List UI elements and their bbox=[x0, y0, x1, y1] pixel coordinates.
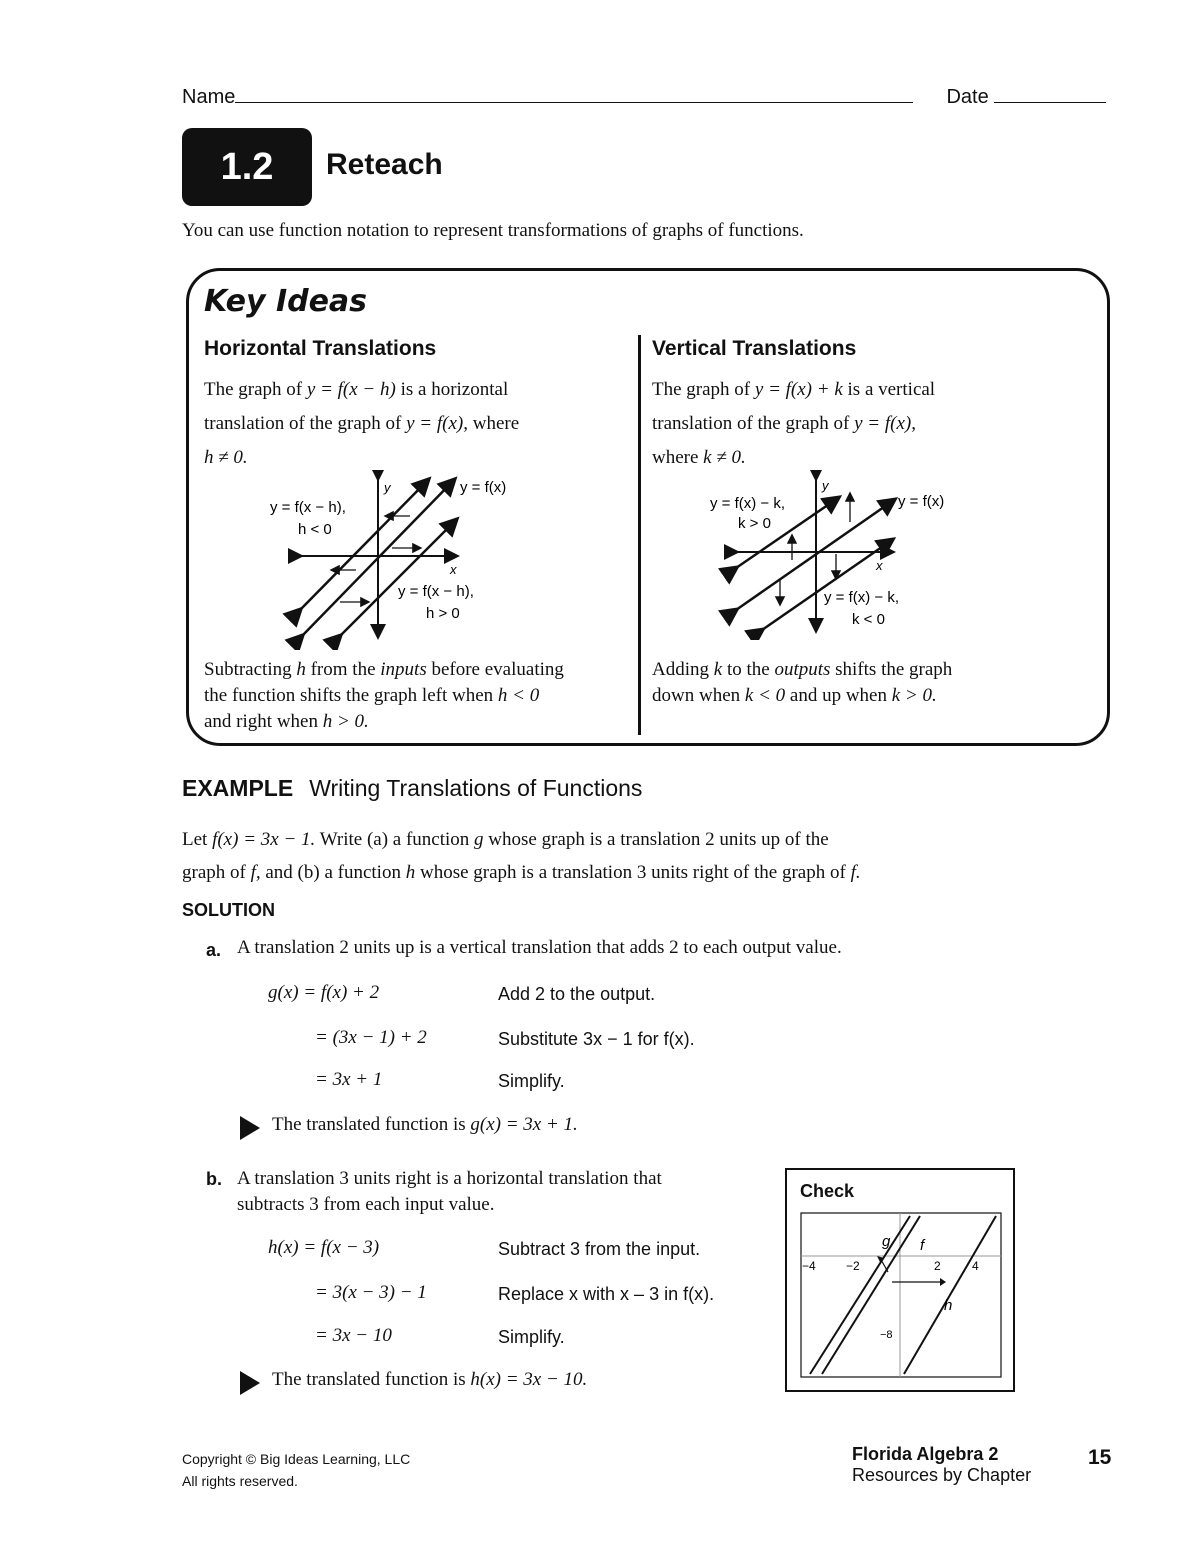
part-b-step-2: = 3(x − 3) − 1 bbox=[315, 1282, 427, 1303]
part-a-step-1: g(x) = f(x) + 2 bbox=[268, 982, 380, 1003]
intro-text: You can use function notation to represent transformations of graphs of functions. bbox=[182, 220, 804, 241]
tick-neg8: −8 bbox=[880, 1329, 893, 1341]
label-left-1: y = f(x) − k, bbox=[710, 495, 786, 512]
example-title bbox=[182, 775, 642, 802]
label-h: h bbox=[944, 1297, 953, 1314]
check-graph bbox=[800, 1212, 1002, 1378]
date-blank[interactable] bbox=[994, 84, 1106, 103]
part-a-reason-3: Simplify. bbox=[498, 1071, 565, 1091]
key-ideas-divider bbox=[638, 335, 641, 735]
part-b-text: A translation 3 units right is a horizontal translation that subtracts 3 from each input value. bbox=[237, 1168, 662, 1215]
horizontal-caption: Subtracting h from the inputs before evaluating the function shifts the graph left when h < 0 and right when h > 0. bbox=[204, 659, 564, 732]
tick-2: 2 bbox=[934, 1259, 941, 1273]
name-date-line bbox=[182, 84, 1106, 109]
vertical-caption: Adding k to the outputs shifts the graph down when k < 0 and up when k > 0. bbox=[652, 659, 953, 706]
label-right-1: y = f(x − h), bbox=[398, 583, 474, 600]
label-right-2: h > 0 bbox=[426, 605, 460, 622]
book-subtitle: Resources by Chapter bbox=[852, 1465, 1032, 1485]
part-b-reason-1: Subtract 3 from the input. bbox=[498, 1239, 701, 1259]
horizontal-heading: Horizontal Translations bbox=[204, 337, 437, 360]
part-a-reason-2: Substitute 3x − 1 for f(x). bbox=[498, 1029, 695, 1049]
part-b-reason-2: Replace x with x – 3 in f(x). bbox=[498, 1284, 715, 1304]
label-left-2: k > 0 bbox=[738, 515, 771, 532]
part-a-step-2: = (3x − 1) + 2 bbox=[315, 1027, 427, 1048]
horizontal-definition: The graph of y = f(x − h) is a horizontal translation of the graph of y = f(x), where h ≠ 0. bbox=[204, 379, 520, 468]
vertical-heading: Vertical Translations bbox=[652, 337, 857, 360]
part-a-marker: a. bbox=[206, 940, 222, 960]
part-a-result: The translated function is g(x) = 3x + 1. bbox=[272, 1114, 578, 1135]
page-number: 15 bbox=[1088, 1446, 1112, 1469]
example-heading: Writing Translations of Functions bbox=[309, 775, 643, 801]
label-g: g bbox=[882, 1233, 891, 1250]
part-b-step-1: h(x) = f(x − 3) bbox=[268, 1237, 380, 1258]
solution-label: SOLUTION bbox=[182, 900, 275, 920]
label-left-1: y = f(x − h), bbox=[270, 499, 346, 516]
horizontal-translation-graph bbox=[260, 470, 540, 650]
label-top: y = f(x) bbox=[460, 479, 507, 496]
label-bottom-1: y = f(x) − k, bbox=[824, 589, 900, 606]
check-title: Check bbox=[800, 1181, 855, 1201]
book-info bbox=[852, 1444, 1031, 1486]
key-ideas-title: Key Ideas bbox=[204, 284, 368, 319]
part-b-step-3: = 3x − 10 bbox=[315, 1325, 392, 1346]
copyright: Copyright © Big Ideas Learning, LLC All rights reserved. bbox=[182, 1451, 411, 1489]
label-f: f bbox=[920, 1237, 925, 1254]
date-label: Date bbox=[946, 86, 989, 108]
part-b-result: The translated function is h(x) = 3x − 10. bbox=[272, 1369, 588, 1390]
label-bottom-2: k < 0 bbox=[852, 611, 885, 628]
tick-neg2: −2 bbox=[846, 1259, 860, 1273]
axis-y-label: y bbox=[822, 478, 829, 493]
vertical-translation-graph bbox=[706, 470, 986, 640]
example-problem: Let f(x) = 3x − 1. Write (a) a function g whose graph is a translation 2 units up of the graph of f, and (b) a function h whose graph is a translation 3 units right of the graph of f. bbox=[182, 829, 861, 883]
axis-x-label: x bbox=[450, 562, 457, 577]
tick-4: 4 bbox=[972, 1259, 979, 1273]
part-b-reason-3: Simplify. bbox=[498, 1327, 565, 1347]
name-blank[interactable] bbox=[235, 84, 913, 103]
label-left-2: h < 0 bbox=[298, 521, 332, 538]
book-title: Florida Algebra 2 bbox=[852, 1444, 999, 1464]
part-a-step-3: = 3x + 1 bbox=[315, 1069, 383, 1090]
result-arrow-icon bbox=[240, 1371, 260, 1395]
lesson-title: Reteach bbox=[326, 148, 443, 181]
axis-y-label: y bbox=[384, 480, 391, 495]
part-b-marker: b. bbox=[206, 1169, 222, 1189]
part-a-reason-1: Add 2 to the output. bbox=[498, 984, 656, 1004]
lesson-number-badge: 1.2 bbox=[182, 128, 312, 206]
result-arrow-icon bbox=[240, 1116, 260, 1140]
label-right: y = f(x) bbox=[898, 493, 945, 510]
vertical-definition: The graph of y = f(x) + k is a vertical translation of the graph of y = f(x), where k ≠ 0. bbox=[652, 379, 936, 468]
part-a-text: A translation 2 units up is a vertical translation that adds 2 to each output value. bbox=[237, 937, 842, 958]
example-label: EXAMPLE bbox=[182, 775, 294, 801]
tick-neg4: −4 bbox=[802, 1259, 816, 1273]
axis-x-label: x bbox=[876, 558, 883, 573]
name-label: Name bbox=[182, 86, 236, 108]
